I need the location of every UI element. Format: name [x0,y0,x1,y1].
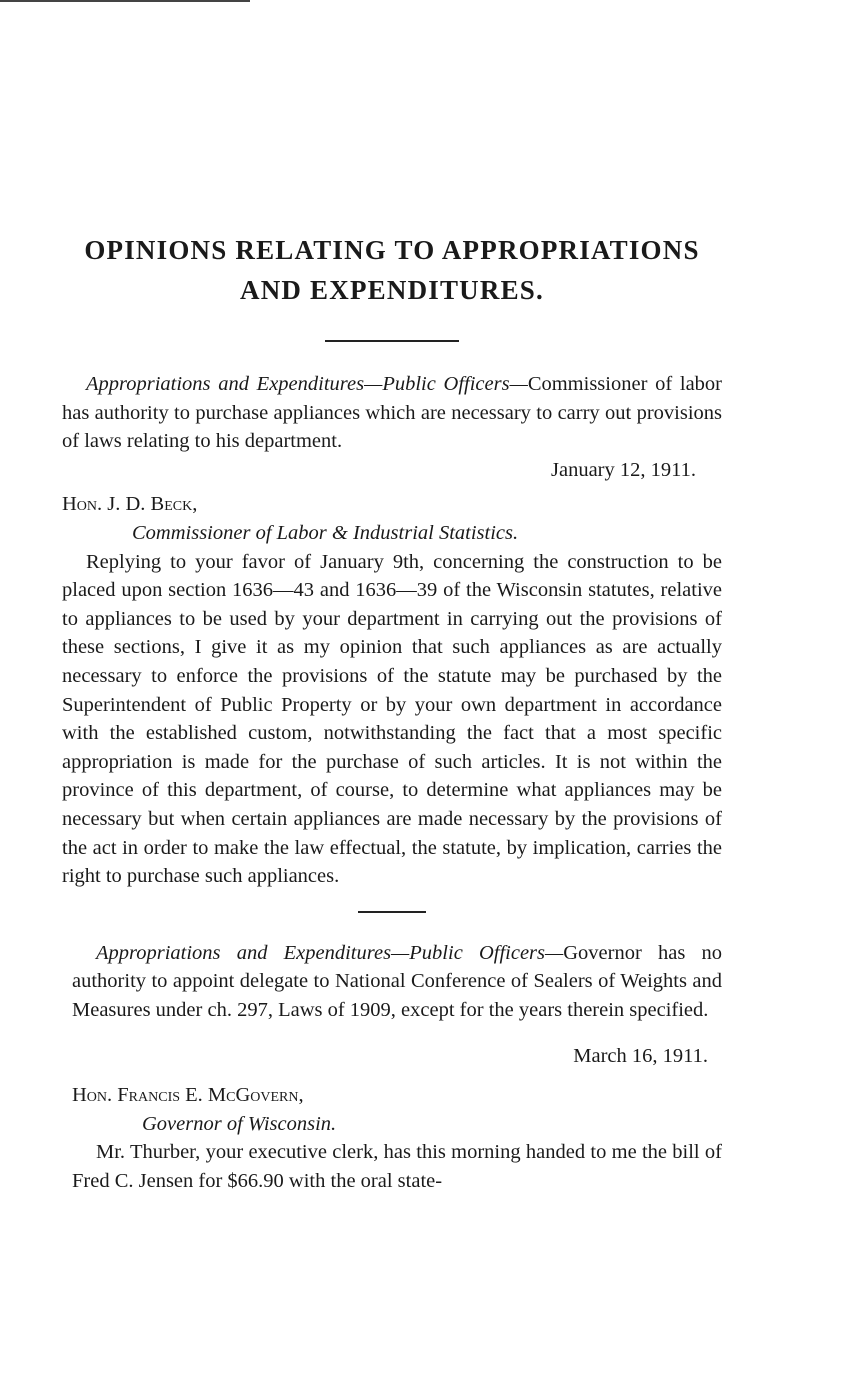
opinion-2 [62,939,722,1196]
section-divider [325,340,459,342]
opinion-2-addressee-role: Governor of Wisconsin. [142,1112,337,1135]
opinion-1-addressee-role: Commissioner of Labor & Industrial Statistics. [132,521,519,544]
page-content [62,230,722,1195]
opinion-1-headnote-text: Commissioner of labor has authority to purchase appliances which are necessary to carry out provisions of laws relating to his department. [62,373,722,453]
page-title [62,230,722,310]
opinion-2-headnote-topic: Appropriations and Expenditures—Public Officers— [96,941,564,964]
opinion-2-date: March 16, 1911. [573,1045,708,1068]
opinion-2-addressee-name: Hon. Francis E. McGovern, [72,1084,304,1107]
opinion-1 [62,370,722,891]
title-line-1: OPINIONS RELATING TO APPROPRIATIONS [84,235,700,265]
opinion-1-headnote-topic: Appropriations and Expenditures—Public Officers— [86,373,528,395]
opinion-1-date: January 12, 1911. [551,458,696,481]
opinion-1-headnote [62,370,722,456]
opinion-2-headnote-text: Governor has no authority to appoint delegate to National Conference of Sealers of Weights and Measures under ch. 297, Laws of 1909, except for the years therein specified. [72,941,722,1021]
top-edge-rule [0,0,250,2]
opinion-2-headnote [72,939,722,1025]
opinion-1-addressee-name: Hon. J. D. Beck, [62,493,198,516]
section-divider [358,911,426,913]
opinion-2-body: Mr. Thurber, your executive clerk, has this morning handed to me the bill of Fred C. Jensen for $66.90 with the oral state- [72,1141,722,1192]
opinion-1-body: Replying to your favor of January 9th, concerning the construction to be placed upon section 1636—43 and 1636—39 of the Wisconsin statutes, relative to appliances to be used by your department in carrying out the provisions of these sections, I give it as my opinion that such appliances as are actually necessary to enforce the provisions of the statute may be purchased by the Superintendent of Public Property or by your own department in accordance with the established custom, notwithstanding the fact that a most specific appropriation is made for the purchase of such articles. It is not within the province of this department, of course, to determine what appliances may be necessary but when certain appliances are made necessary by the provisions of the act in order to make the law effectual, the statute, by implication, carries the right to purchase such appliances. [62,550,722,888]
title-line-2: AND EXPENDITURES. [240,275,544,305]
